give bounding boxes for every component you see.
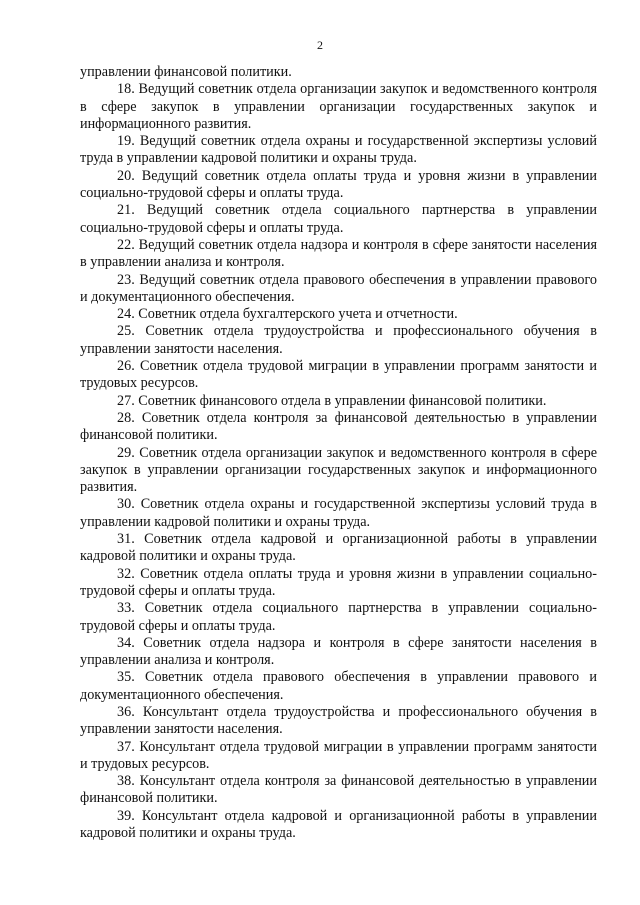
list-item-23: 23. Ведущий советник отдела правового обеспечения в управлении правового и документационного обеспечения.	[80, 271, 597, 305]
list-item-32: 32. Советник отдела оплаты труда и уровня жизни в управлении социально-трудовой сферы и оплаты труда.	[80, 565, 597, 599]
list-item-38: 38. Консультант отдела контроля за финансовой деятельностью в управлении финансовой политики.	[80, 773, 597, 807]
list-item-28: 28. Советник отдела контроля за финансовой деятельностью в управлении финансовой политики.	[80, 409, 597, 444]
list-item-35: 35. Советник отдела правового обеспечения в управлении правового и документационного обеспечения.	[80, 669, 597, 703]
list-item-26: 26. Советник отдела трудовой миграции в управлении программ занятости и трудовых ресурсов.	[80, 358, 597, 392]
list-item-27: 27. Советник финансового отдела в управлении финансовой политики.	[117, 392, 547, 409]
list-item-33: 33. Советник отдела социального партнерства в управлении социально-трудовой сферы и оплаты труда.	[80, 600, 597, 634]
list-item-30: 30. Советник отдела охраны и государственной экспертизы условий труда в управлении кадровой политики и охраны труда.	[80, 496, 597, 530]
list-item-37: 37. Консультант отдела трудовой миграции в управлении программ занятости и трудовых ресурсов.	[80, 738, 597, 772]
list-item-29: 29. Советник отдела организации закупок и ведомственного контроля в сфере закупок в управлении организации государственных закупок и информационного развития.	[80, 444, 597, 496]
paragraph-continuation: управлении финансовой политики.	[80, 64, 292, 80]
list-item-24: 24. Советник отдела бухгалтерского учета и отчетности.	[117, 306, 458, 323]
page-number: 2	[317, 38, 323, 52]
list-item-34: 34. Советник отдела надзора и контроля в сфере занятости населения в управлении анализа и контроля.	[80, 634, 597, 669]
list-item-22: 22. Ведущий советник отдела надзора и контроля в сфере занятости населения в управлении анализа и контроля.	[80, 236, 597, 271]
list-item-20: 20. Ведущий советник отдела оплаты труда и уровня жизни в управлении социально-трудовой сферы и оплаты труда.	[80, 167, 597, 202]
document-body	[80, 64, 597, 842]
list-item-25: 25. Советник отдела трудоустройства и профессионального обучения в управлении занятости населения.	[80, 323, 597, 357]
list-item-39: 39. Консультант отдела кадровой и организационной работы в управлении кадровой политики и охраны труда.	[80, 807, 597, 842]
list-item-21: 21. Ведущий советник отдела социального партнерства в управлении социально-трудовой сферы и оплаты труда.	[80, 202, 597, 236]
list-item-36: 36. Консультант отдела трудоустройства и профессионального обучения в управлении занятости населения.	[80, 703, 597, 738]
list-item-18: 18. Ведущий советник отдела организации закупок и ведомственного контроля в сфере закупок в управлении организации государственных закупок и информационного развития.	[80, 81, 597, 132]
list-item-19: 19. Ведущий советник отдела охраны и государственной экспертизы условий труда в управлении кадровой политики и охраны труда.	[80, 133, 597, 167]
list-item-31: 31. Советник отдела кадровой и организационной работы в управлении кадровой политики и охраны труда.	[80, 531, 597, 565]
